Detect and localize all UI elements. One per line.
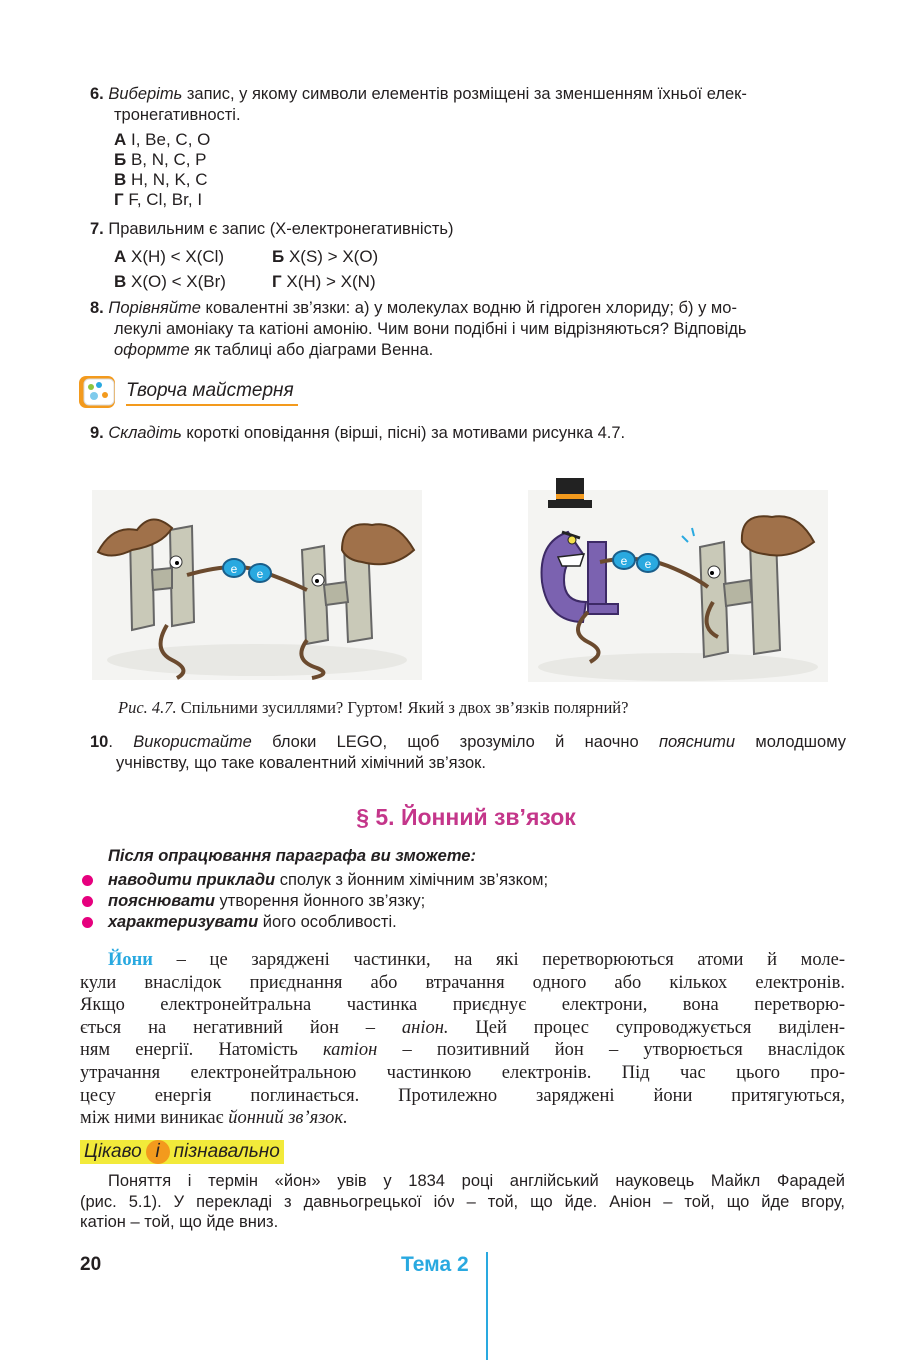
- question-verb: оформте: [114, 341, 190, 359]
- body-text: – це заряджені частинки, на які перетворюються атоми й моле-: [152, 950, 845, 970]
- question-verb: Використайте: [133, 733, 252, 751]
- question-text: короткі оповідання (вірші, пісні) за мотивами рисунка 4.7.: [181, 424, 626, 442]
- body-text: утрачання електронейтральною частинкою електронів. Під час цього про-: [80, 1062, 845, 1083]
- option-letter: А: [114, 130, 127, 149]
- interesting-word: пізнавально: [173, 1141, 280, 1162]
- body-paragraph: [80, 949, 845, 1130]
- figure-caption: [118, 698, 628, 718]
- info-circle-icon: [146, 1140, 170, 1164]
- goal-text: його особливості.: [258, 913, 397, 931]
- question-verb: Порівняйте: [108, 299, 201, 317]
- option-b[interactable]: [272, 244, 378, 269]
- option-text: F, Cl, Br, I: [123, 190, 203, 209]
- electron-icon: [223, 559, 245, 577]
- option-g[interactable]: [114, 190, 210, 210]
- goals-list: [80, 870, 780, 933]
- option-letter: А: [114, 247, 127, 266]
- electron-label: e: [620, 554, 628, 568]
- option-letter: В: [114, 170, 127, 189]
- interesting-text: [80, 1171, 845, 1233]
- body-text: ється на негативний йон –: [80, 1017, 402, 1038]
- question-number: 6.: [90, 85, 104, 103]
- question-10: [90, 732, 846, 774]
- question-8: [90, 298, 850, 361]
- figure-hydrogen-chloride: [528, 462, 828, 682]
- body-term: йонний зв’язок.: [228, 1108, 348, 1129]
- question-number: 8.: [90, 299, 104, 317]
- list-item: [80, 870, 780, 891]
- question-text: молодшому: [735, 733, 846, 751]
- body-text: між ними виникає: [80, 1108, 229, 1129]
- option-text: Χ(S) > Χ(O): [284, 247, 379, 266]
- body-text: (рис. 5.1). У перекладі з давньогрецької іóν – той, що йде. Аніон – той, що йде вгору,: [80, 1192, 845, 1211]
- electron-label: e: [230, 562, 238, 576]
- option-letter: Б: [272, 247, 285, 266]
- option-text: Χ(H) > Χ(N): [281, 272, 376, 291]
- question-number: 7.: [90, 220, 104, 238]
- option-g[interactable]: [272, 269, 376, 294]
- body-text: Якщо електронейтральна частинка приєднує електрони, вона перетворю-: [80, 995, 845, 1016]
- topic-label: Тема 2: [401, 1253, 469, 1276]
- question-text: Правильним є запис (Χ-електронегативність): [103, 220, 454, 238]
- bullet-icon: [82, 917, 93, 928]
- option-a[interactable]: [114, 244, 224, 269]
- list-item: [80, 891, 780, 912]
- question-6-options: [114, 130, 210, 210]
- question-text: ковалентні зв’язки: а) у молекулах водню й гідроген хлориду; б) у мо-: [200, 299, 737, 317]
- option-text: B, N, C, P: [126, 150, 207, 169]
- interesting-word: Цікаво: [84, 1141, 142, 1162]
- workshop-title: Творча майстерня: [126, 380, 298, 406]
- electron-icon: [613, 551, 635, 569]
- interesting-header: [80, 1140, 284, 1164]
- body-text: катіон – той, що йде вниз.: [80, 1213, 279, 1231]
- section-title: § 5. Йонний зв’язок: [356, 804, 576, 830]
- bullet-icon: [82, 896, 93, 907]
- goal-verb: пояснювати: [108, 892, 215, 910]
- body-text: ням енергії. Натомість: [80, 1040, 323, 1061]
- option-letter: Г: [114, 190, 124, 209]
- option-v[interactable]: [114, 269, 226, 294]
- body-term: аніон.: [401, 1017, 449, 1038]
- electron-icon: [637, 554, 659, 572]
- figure-label: Рис. 4.7.: [118, 698, 177, 717]
- option-v[interactable]: [114, 170, 210, 190]
- electron-icon: [249, 564, 271, 582]
- option-text: H, N, K, C: [126, 170, 208, 189]
- goal-verb: характеризувати: [108, 913, 259, 931]
- question-text: як таблиці або діаграми Венна.: [189, 341, 434, 359]
- question-text: запис, у якому символи елементів розміщені за зменшенням їхньої елек-: [182, 85, 747, 103]
- option-letter: В: [114, 272, 127, 291]
- goal-text: сполук з йонним хімічним зв’язком;: [275, 871, 549, 889]
- section-intro: Після опрацювання параграфа ви зможете:: [108, 847, 476, 865]
- question-verb: Складіть: [108, 424, 182, 442]
- question-6: [90, 84, 850, 126]
- question-text: лекулі амоніаку та катіоні амонію. Чим вони подібні і чим відрізняються? Відповідь: [114, 320, 747, 338]
- question-verb: пояснити: [658, 733, 736, 751]
- body-text: – позитивний йон – утворюється внаслідок: [377, 1040, 845, 1061]
- option-letter: Б: [114, 150, 127, 169]
- footer-divider: [486, 1252, 488, 1360]
- list-item: [80, 912, 780, 933]
- question-9: [90, 423, 850, 444]
- question-number: 10: [90, 733, 109, 751]
- option-b[interactable]: [114, 150, 210, 170]
- goal-verb: наводити приклади: [108, 871, 276, 889]
- figure-hydrogen-molecule: [92, 490, 422, 680]
- question-number: 9.: [90, 424, 104, 442]
- question-verb: Виберіть: [108, 85, 183, 103]
- body-text: Цей процес супроводжується виділен-: [448, 1017, 846, 1038]
- question-dot: .: [108, 733, 113, 751]
- workshop-icon: [78, 374, 118, 410]
- option-text: I, Be, C, O: [126, 130, 211, 149]
- question-6-line1: [90, 84, 850, 105]
- electron-label: e: [256, 567, 264, 581]
- body-text: Поняття і термін «йон» увів у 1834 році англійський науковець Майкл Фарадей: [108, 1172, 845, 1190]
- body-term: катіон: [322, 1040, 378, 1061]
- key-term: Йони: [108, 950, 153, 970]
- electron-label: e: [644, 557, 652, 571]
- body-text: цесу енергія поглинається. Протилежно заряджені йони притягуються,: [80, 1085, 845, 1106]
- question-7: [90, 219, 850, 240]
- goal-text: утворення йонного зв’язку;: [214, 892, 426, 910]
- question-6-line2: тронегативності.: [114, 106, 241, 124]
- figure-caption-text: Спільними зусиллями? Гуртом! Який з двох зв’язків полярний?: [176, 698, 629, 717]
- page-number: 20: [80, 1254, 102, 1275]
- option-letter: Г: [272, 272, 282, 291]
- question-text: учнівству, що таке ковалентний хімічний зв’язок.: [116, 754, 486, 772]
- question-text: блоки LEGO, щоб зрозуміло й наочно: [251, 733, 659, 751]
- option-a[interactable]: [114, 130, 210, 150]
- option-text: Χ(O) < Χ(Br): [126, 272, 226, 291]
- question-7-options: [114, 244, 514, 294]
- bullet-icon: [82, 875, 93, 886]
- workshop-header: [78, 374, 318, 410]
- option-text: Χ(H) < Χ(Cl): [126, 247, 225, 266]
- body-text: кули внаслідок приєднання або втрачання одного або кількох електронів.: [80, 972, 845, 993]
- info-letter: і: [155, 1141, 160, 1162]
